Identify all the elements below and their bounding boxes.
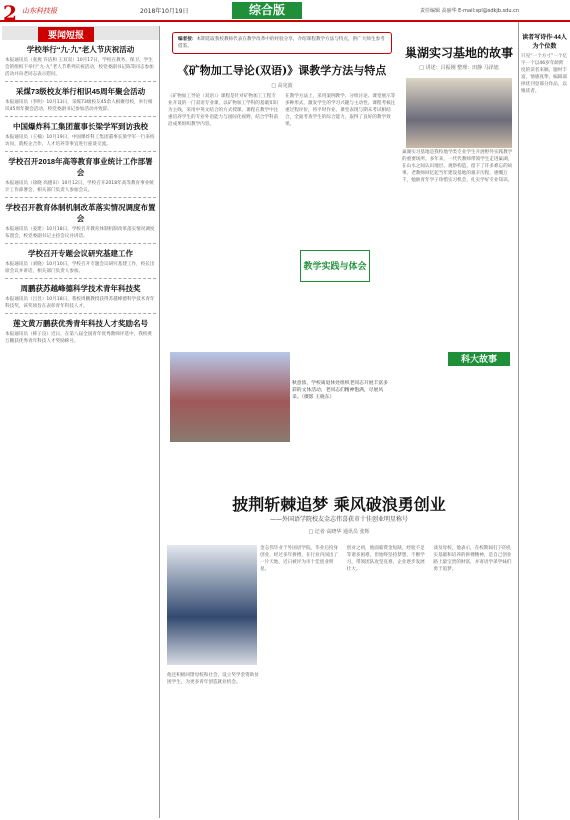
- news-item-title: 学校召开专题会议研究基建工作: [28, 249, 133, 258]
- news-item: [5, 202, 156, 244]
- news-item-title: 采煤73级校友举行相识45周年聚会活动: [15, 87, 146, 96]
- news-item: [5, 283, 156, 314]
- news-item-body: 本报通讯员（张燕 许洁和 王双双）10月17日，学校在教务、保卫、学生会的组织下举行“九·九”老人节系列庆祝活动，校党委副书记陈等同志参加活动并向老同志表示慰问。: [5, 58, 154, 77]
- news-item-title: 学校召开2018年高等教育事业统计工作部署会: [8, 157, 153, 177]
- news-brief-column: [2, 26, 160, 818]
- issue-date: 2018年10月19日: [140, 8, 189, 15]
- section-title: 综合版: [232, 2, 302, 19]
- news-item-body: 本报通讯员（姜建）10月18日，学校召开教育体制机制改革落实情况调度布置会，校党委副书记主持会议并讲话。: [5, 227, 155, 239]
- news-item: [5, 121, 156, 152]
- feature-column: 金志伟毕业于外国语学院，毕业后投身创业，经过多年拼搏，在行业内闯出了一片天地，近日被评为市十佳创业明星。: [260, 546, 339, 572]
- news-item-body: 本报通讯员（王楠）10月19日，中国爆炸科工集团董事长梁学军一行来校访问，就校企合作、人才培养等事宜进行座谈交流。: [5, 135, 155, 147]
- editor-note-text: 本期选取我校教师代表在教学改革中的经验分享，介绍课程教学方法与特点，供广大师生参考借鉴。: [178, 37, 385, 49]
- news-item-title: 中国爆炸科工集团董事长梁学军到访我校: [13, 122, 148, 131]
- news-item: [5, 318, 156, 345]
- news-item-body: 本报通讯员（徐晓 高德田）10月12日，学校召开2018年高等教育事业统计工作部署会，相关部门负责人参加会议。: [5, 181, 154, 193]
- side-body: 只见“一个方寸”一个亿字一个以46岁年龄跨度的读者来稿，题材丰富，情感真挚，编辑部择优刊登部分作品，以飨读者。: [521, 54, 568, 94]
- feature-subtitle: ——外国语学院校友金志伟喜获市十佳创业明星称号: [269, 516, 408, 523]
- article-byline: □ 高宪波: [271, 83, 293, 89]
- article-column: 在教学方法上，采用案例教学、分组讨论、课堂展示等多种形式，激发学生的学习兴趣与主动性。课程考核注重过程评价，将平时作业、课堂表现与期末考试相结合，全面考查学生的综合能力，取得了良好的教学效果。: [285, 94, 396, 127]
- brief-banner: [2, 26, 159, 40]
- brief-banner-label: 要闻短报: [38, 27, 94, 42]
- news-item: [5, 86, 156, 117]
- news-item-title: 学校举行“九·九”老人节庆祝活动: [26, 45, 135, 54]
- editor-note: [172, 32, 392, 54]
- news-item-title: 周鹏获苏越峰德科学技术青年科技奖: [20, 284, 141, 293]
- feature-byline: □ 记者 高晓华 通讯员 张辉: [308, 529, 370, 535]
- side-column: [518, 22, 570, 820]
- news-item-body: 本报通讯员（李明）10月13日，采煤73级校友45余人相聚母校，举行相识45周年聚会活动，校党委副书记参加活动并致辞。: [5, 100, 153, 112]
- teaching-tag: 教学实践与体会: [300, 250, 370, 282]
- feature-columns: [260, 545, 515, 573]
- editor-info: 责任编辑 高丽华 E-mail:spl@sdkjb.sdu.cn: [420, 8, 519, 14]
- page-number: 2: [3, 1, 17, 25]
- feature-title: 披荆斩棘追梦 乘风破浪勇创业: [232, 495, 446, 514]
- photo-caption: 秋意浓，学校离退休处组织老同志开展丰富多彩的文体活动，老同志们精神饱满，尽展风采。（摄影 王晓东）: [292, 381, 388, 400]
- news-item-title: 莲文黄万鹏获优秀青年科技人才奖励名号: [13, 319, 148, 328]
- teaching-article: [164, 26, 400, 128]
- news-item-title: 学校召开教育体制机制改革落实情况调度布置会: [5, 203, 156, 223]
- masthead: 山东科技报: [22, 7, 57, 15]
- news-item-body: 本报通讯员（吕昱）10月18日，我校周鹏教授获得苏越峰德科学技术青年科技奖，该奖项旨在表彰青年科技人才。: [5, 297, 155, 309]
- feature-column: 他还积极回馈母校和社会，设立奖学金资助贫困学生，为更多青年创造就业机会。: [167, 673, 259, 685]
- story-body: 巢湖实习基地是我校地学类专业学生开展野外实践教学的重要场所。多年来，一代代教师带领学生走进巢湖，在山水之间认识地层、观察构造，留下了许多难忘的故事。老教师回忆起当年建设基地的艰辛历程，感慨万千，勉励青年学子珍惜实习机会，扎实学好专业知识。: [402, 150, 513, 183]
- performers-photo: [170, 352, 290, 442]
- article-columns: [164, 93, 400, 128]
- elderly-professor-photo: [406, 78, 512, 148]
- story-tag: 科大故事: [448, 352, 510, 366]
- side-title: 读者写诗作·44人为个位数: [522, 35, 567, 50]
- feature-column: 谈及母校，他表示，在校期间打下的扎实基础和培养的拼搏精神，是自己创业路上最宝贵的财富，并寄语学弟学妹们勇于追梦。: [433, 546, 512, 572]
- article-column: 《矿物加工导论（双语）》课程是针对矿物加工工程专业开设的一门双语专业课，以矿物加工学科的基础知识为主线，采用中英文结合的方式授课。课程在教学中注重培养学生的专业外语能力与国际化视野，结合学科前沿成果组织教学内容。: [168, 94, 279, 127]
- news-item-body: 本报通讯员（韩子良）近日，在第八届全国青年优秀教师评选中，我校黄万鹏获优秀青年科技人才奖励称号。: [5, 332, 153, 344]
- news-item: [5, 156, 156, 198]
- story-title: 巢湖实习基地的故事: [404, 46, 513, 60]
- page-header: [0, 0, 570, 25]
- news-item-body: 本报通讯员（刘晓）10月10日，学校召开专题会议研究基建工作，校长出席会议并讲话，相关部门负责人参加。: [5, 262, 155, 274]
- feature-column: 创业之初，他面临资金短缺、经验不足等诸多困难，但始终坚持梦想，不断学习，带领团队攻坚克难，企业逐步发展壮大。: [346, 546, 425, 572]
- news-item: [5, 248, 156, 279]
- speaker-photo: [167, 545, 257, 665]
- article-title: 《矿物加工导论(双语)》课教学方法与特点: [177, 64, 387, 77]
- editor-note-label: 编者按：: [178, 37, 197, 42]
- news-item: [5, 44, 156, 82]
- story-byline: □ 讲述：吕振刚 整理：田静 马泽旭: [419, 65, 499, 71]
